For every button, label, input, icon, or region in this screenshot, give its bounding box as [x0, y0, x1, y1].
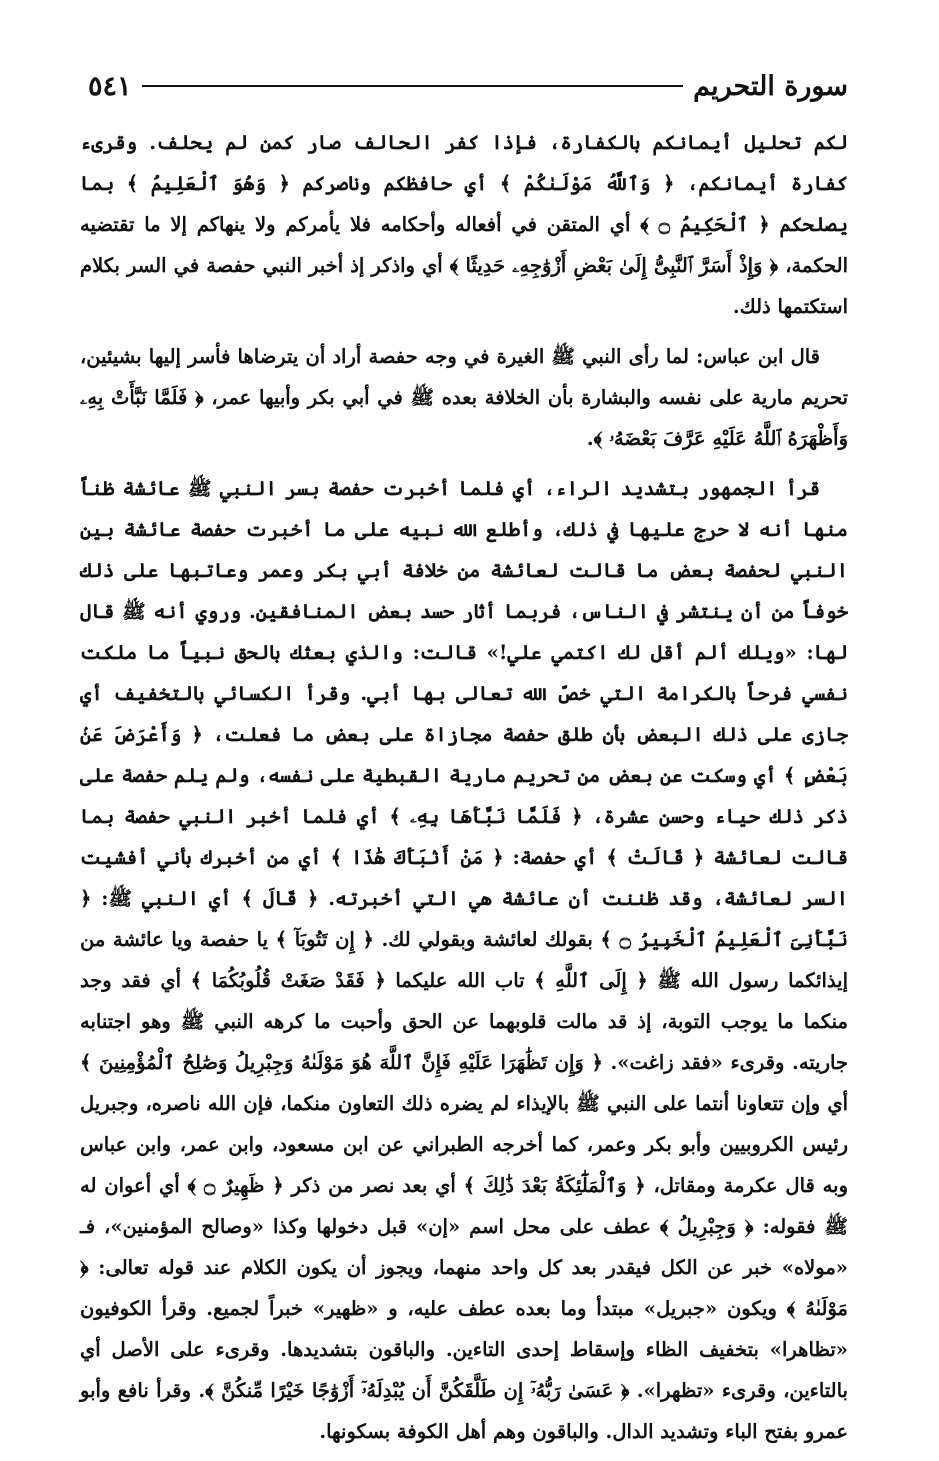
paragraph: قال ابن عباس: لما رأى النبي ﷺ الغيرة في وجه حفصة أراد أن يترضاها فأسر إليها بشيئين، تحريم مارية على نفسه والبشارة بأن الخلافة بعده ﷺ في أبي بكر وأبيها عمر، ﴿ فَلَمَّا نَبَّأَتْ بِهِۦ وَأَظْهَرَهُ ٱللَّهُ عَلَيْهِ عَرَّفَ بَعْضَهُۥ ﴾. — [80, 345, 848, 450]
page-body — [80, 122, 848, 1461]
surah-title: سورة التحريم — [693, 70, 848, 102]
header-rule — [142, 85, 684, 87]
paragraph: قرأ الجمهور بتشديد الراء، أي فلما أخبرت حفصة بسر النبي ﷺ عائشة ظناً منها أنه لا حرج عليها في ذلك، وأطلع الله نبيه على ما أخبرت حفصة عائشة بين النبي لحفصة بعض ما قالت لعائشة من خلافة أبي بكر وعمر وعاتبها على ذلك خوفاً من أن ينتشر في الناس، فربما أثار حسد بعض المنافقين. وروي أنه ﷺ قال لها: «ويلك ألم أقل لك اكتمي علي!» قالت: والذي بعثك بالحق نبياً ما ملكت نفسي فرحاً بالكرامة التي خصّ الله تعالى بها أبي. وقرأ الكسائي بالتخفيف أي جازى على ذلك البعض بأن طلق حفصة مجازاة على بعض ما فعلت، ﴿ وَأَعْرَضَ عَنۢ بَعْضٍ ﴾ أي وسكت عن بعض من تحريم مارية القبطية على نفسه، ولم يلم حفصة على ذكر ذلك حياء وحسن عشرة، ﴿ فَلَمَّا نَبَّأَهَا بِهِۦ ﴾ أي فلما أخبر النبي حفصة بما قالت لعائشة ﴿ قَالَتْ ﴾ أي حفصة: ﴿ مَنْ أَنۢبَأَكَ هَٰذَا ﴾ أي من أخبرك بأني أفشيت السر لعائشة، وقد ظننت أن عائشة هي التي أخبرته. ﴿ قَالَ ﴾ أي النبي ﷺ: ﴿ نَبَّأَنِىَ ٱلْعَلِيمُ ٱلْخَبِيرُ ۝ ﴾ بقولك لعائشة وبقولي لك. ﴿ إِن تَتُوبَآ ﴾ يا حفصة ويا عائشة من إيذائكما رسول الله ﷺ ﴿ إِلَى ٱللَّهِ ﴾ تاب الله عليكما ﴿ فَقَدْ صَغَتْ قُلُوبُكُمَا ﴾ أي فقد وجد منكما ما يوجب التوبة، إذ قد مالت قلوبهما عن الحق وأحبت ما كرهه النبي ﷺ وهو اجتنابه جاريته. وقرىء «فقد زاغت». ﴿ وَإِن تَظَٰهَرَا عَلَيْهِ فَإِنَّ ٱللَّهَ هُوَ مَوْلَىٰهُ وَجِبْرِيلُ وَصَٰلِحُ ٱلْمُؤْمِنِينَ ﴾ أي وإن تتعاونا أنتما على النبي ﷺ بالإيذاء لم يضره ذلك التعاون منكما، فإن الله ناصره، وجبريل رئيس الكروبيين وأبو بكر وعمر، كما أخرجه الطبراني عن ابن مسعود، وابن عمر، وابن عباس وبه قال عكرمة ومقاتل، ﴿ وَٱلْمَلَٰٓئِكَةُ بَعْدَ ذَٰلِكَ ﴾ أي بعد نصر من ذكر ﴿ ظَهِيرٌ ۝ ﴾ أي أعوان له ﷺ فقوله: ﴿ وَجِبْرِيلُ ﴾ عطف على محل اسم «إن» قبل دخولها وكذا «وصالح المؤمنين»، فـ «مولاه» خبر عن الكل فيقدر بعد كل واحد منهما، ويجوز أن يكون الكلام عند قوله تعالى: ﴿ مَوْلَىٰهُ ﴾ ويكون «جبريل» مبتدأ وما بعده عطف عليه، و «ظهير» خبراً لجميع. وقرأ الكوفيون «تظاهرا» بتخفيف الظاء وإسقاط إحدى التاءين. والباقون بتشديدها. وقرىء على الأصل أي بالتاءين، وقرىء «تظهرا». ﴿ عَسَىٰ رَبُّهُۥٓ إِن طَلَّقَكُنَّ أَن يُبْدِلَهُۥٓ أَزْوَٰجًا خَيْرًا مِّنكُنَّ ﴾. وقرأ نافع وأبو عمرو بفتح الباء وتشديد الدال. والباقون وهم أهل الكوفة بسكونها. — [80, 477, 849, 1443]
paragraph: لكم تحليل أيمانكم بالكفارة، فإذا كفر الحالف صار كمن لم يحلف. وقرىء كفارة أيمانكم، ﴿ وَٱللَّهُ مَوْلَىٰكُمْ ﴾ أي حافظكم وناصركم ﴿ وَهُوَ ٱلْعَلِيمُ ﴾ بما يصلحكم ﴿ ٱلْحَكِيمُ ۝ ﴾ أي المتقن في أفعاله وأحكامه فلا يأمركم ولا ينهاكم إلا ما تقتضيه الحكمة، ﴿ وَإِذْ أَسَرَّ ٱلنَّبِىُّ إِلَىٰ بَعْضِ أَزْوَٰجِهِۦ حَدِيثًا ﴾ أي واذكر إذ أخبر النبي حفصة في السر بكلام استكتمها ذلك. — [80, 131, 849, 318]
page-number: ٥٤١ — [88, 70, 132, 102]
page-header — [88, 66, 848, 106]
